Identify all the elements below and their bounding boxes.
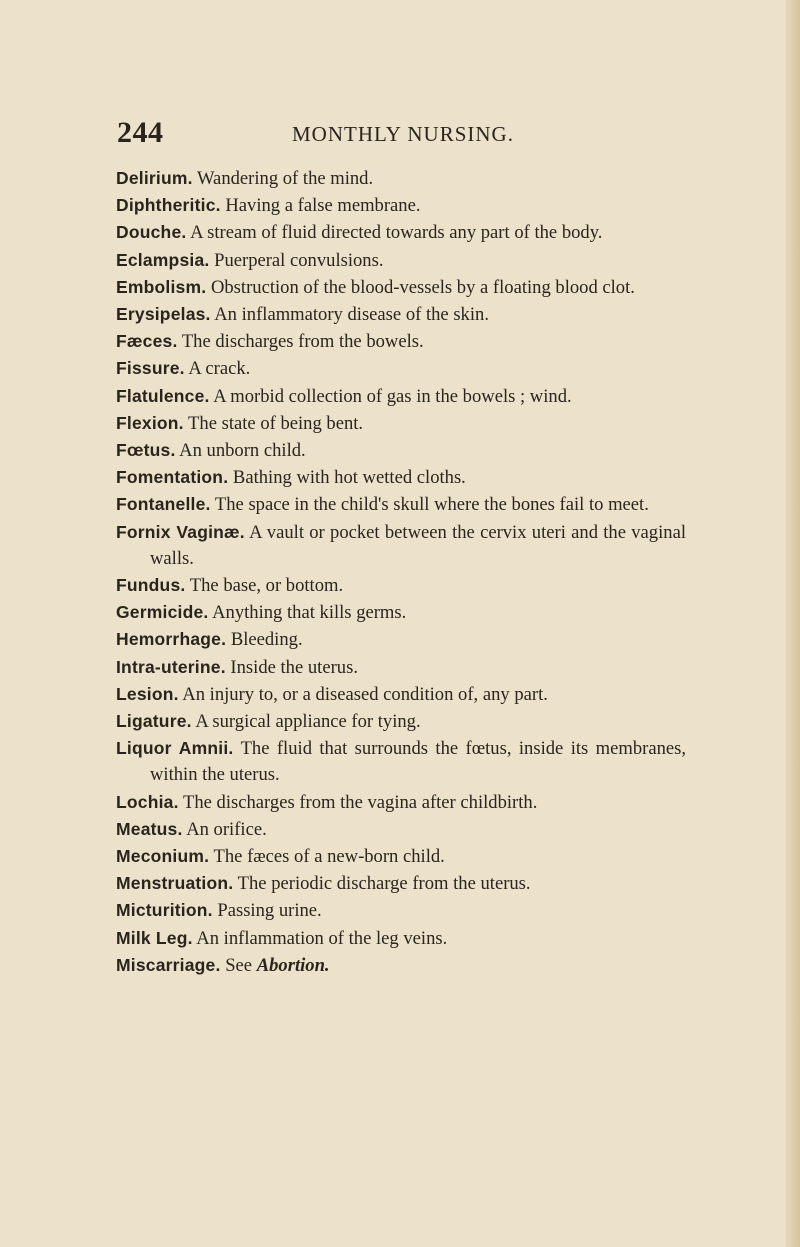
glossary-entry (116, 464, 686, 491)
glossary-term: Meconium. (116, 846, 210, 867)
glossary-definition: An unborn child. (179, 440, 306, 462)
glossary-definition: An injury to, or a diseased condition of, any part. (182, 683, 548, 705)
glossary-entry (116, 708, 686, 735)
glossary-term: Eclampsia. (116, 249, 210, 270)
glossary-term: Fundus. (116, 575, 186, 596)
glossary-definition: A vault or pocket between the cervix uteri and the vaginal walls. (150, 521, 686, 569)
glossary-entry (116, 952, 686, 979)
glossary-entry (116, 870, 686, 897)
glossary-definition: The base, or bottom. (189, 575, 344, 597)
glossary-definition: Anything that kills germs. (212, 602, 407, 624)
glossary-definition: The state of being bent. (188, 412, 364, 434)
glossary-term: Intra-uterine. (116, 656, 226, 677)
glossary-entry (116, 789, 686, 816)
glossary-entry (116, 654, 686, 681)
glossary-definition: A morbid collection of gas in the bowels ; wind. (213, 385, 572, 407)
glossary-term: Hemorrhage. (116, 629, 227, 650)
glossary-term: Fæces. (116, 331, 178, 352)
glossary-definition: The periodic discharge from the uterus. (237, 873, 531, 895)
page-edge (786, 0, 800, 1247)
glossary-entry (116, 626, 686, 653)
glossary-definition: The space in the child's skull where the bones fail to meet. (214, 494, 649, 516)
glossary-entry (116, 437, 686, 464)
glossary-entry (116, 328, 686, 355)
glossary-term: Fomentation. (116, 467, 229, 488)
glossary-term: Micturition. (116, 900, 213, 921)
glossary-entry (116, 897, 686, 924)
glossary-entry (116, 599, 686, 626)
glossary-term: Fornix Vaginæ. (116, 521, 245, 542)
glossary-term: Fissure. (116, 358, 185, 379)
glossary-entry (116, 843, 686, 870)
glossary-definition: Bathing with hot wetted cloths. (232, 467, 466, 489)
glossary-term: Douche. (116, 222, 187, 243)
glossary-definition: An inflammatory disease of the skin. (214, 304, 489, 326)
glossary-term: Milk Leg. (116, 927, 193, 948)
glossary-definition: The fæces of a new-born child. (213, 846, 445, 868)
glossary-definition: The fluid that surrounds the fœtus, inside its membranes, within the uterus. (150, 738, 687, 786)
glossary-entry (116, 165, 686, 192)
glossary-definition: Bleeding. (230, 629, 303, 651)
glossary-term: Diphtheritic. (116, 195, 221, 216)
glossary-term: Flexion. (116, 412, 184, 433)
glossary-definition: Puerperal convulsions. (214, 249, 384, 271)
running-head: MONTHLY NURSING. (292, 122, 514, 146)
glossary-entry (116, 192, 686, 219)
glossary-entry (116, 247, 686, 274)
glossary-term: Lochia. (116, 791, 179, 812)
glossary-entry (116, 681, 686, 708)
glossary-list (116, 165, 686, 979)
glossary-definition: The discharges from the vagina after childbirth. (182, 791, 538, 813)
glossary-entry (116, 355, 686, 382)
glossary-entry (116, 410, 686, 437)
glossary-definition: Inside the uterus. (230, 656, 358, 678)
glossary-definition: Having a false membrane. (225, 195, 421, 217)
glossary-definition: Wandering of the mind. (197, 168, 374, 189)
glossary-term: Ligature. (116, 711, 192, 732)
glossary-term: Lesion. (116, 683, 179, 704)
glossary-entry (116, 572, 686, 599)
glossary-definition: Passing urine. (217, 900, 322, 922)
glossary-term: Miscarriage. (116, 954, 221, 975)
glossary-entry (116, 735, 686, 788)
glossary-definition: See (225, 954, 253, 976)
glossary-entry (116, 816, 686, 843)
glossary-definition: An inflammation of the leg veins. (196, 927, 448, 949)
glossary-entry (116, 519, 686, 572)
glossary-definition: A crack. (188, 358, 251, 380)
glossary-term: Germicide. (116, 602, 209, 623)
glossary-term: Flatulence. (116, 385, 210, 406)
glossary-entry (116, 383, 686, 410)
glossary-definition: A surgical appliance for tying. (195, 711, 421, 733)
glossary-definition: A stream of fluid directed towards any part of the body. (190, 222, 603, 244)
page-number: 244 (117, 116, 164, 149)
glossary-entry (116, 219, 686, 246)
glossary-term: Meatus. (116, 818, 183, 839)
glossary-term: Liquor Amnii. (116, 738, 234, 759)
glossary-entry (116, 491, 686, 518)
glossary-term: Erysipelas. (116, 304, 211, 325)
glossary-term: Embolism. (116, 276, 207, 297)
page-header (117, 116, 697, 156)
glossary-term: Menstruation. (116, 873, 234, 894)
glossary-entry (116, 274, 686, 301)
glossary-definition: An orifice. (186, 818, 267, 840)
glossary-term: Delirium. (116, 168, 193, 188)
glossary-term: Fontanelle. (116, 494, 211, 515)
cross-reference: Abortion. (256, 954, 330, 976)
glossary-entry (116, 301, 686, 328)
glossary-term: Fœtus. (116, 440, 176, 461)
glossary-entry (116, 925, 686, 952)
glossary-definition: Obstruction of the blood-vessels by a floating blood clot. (210, 276, 635, 298)
glossary-definition: The discharges from the bowels. (181, 331, 424, 353)
